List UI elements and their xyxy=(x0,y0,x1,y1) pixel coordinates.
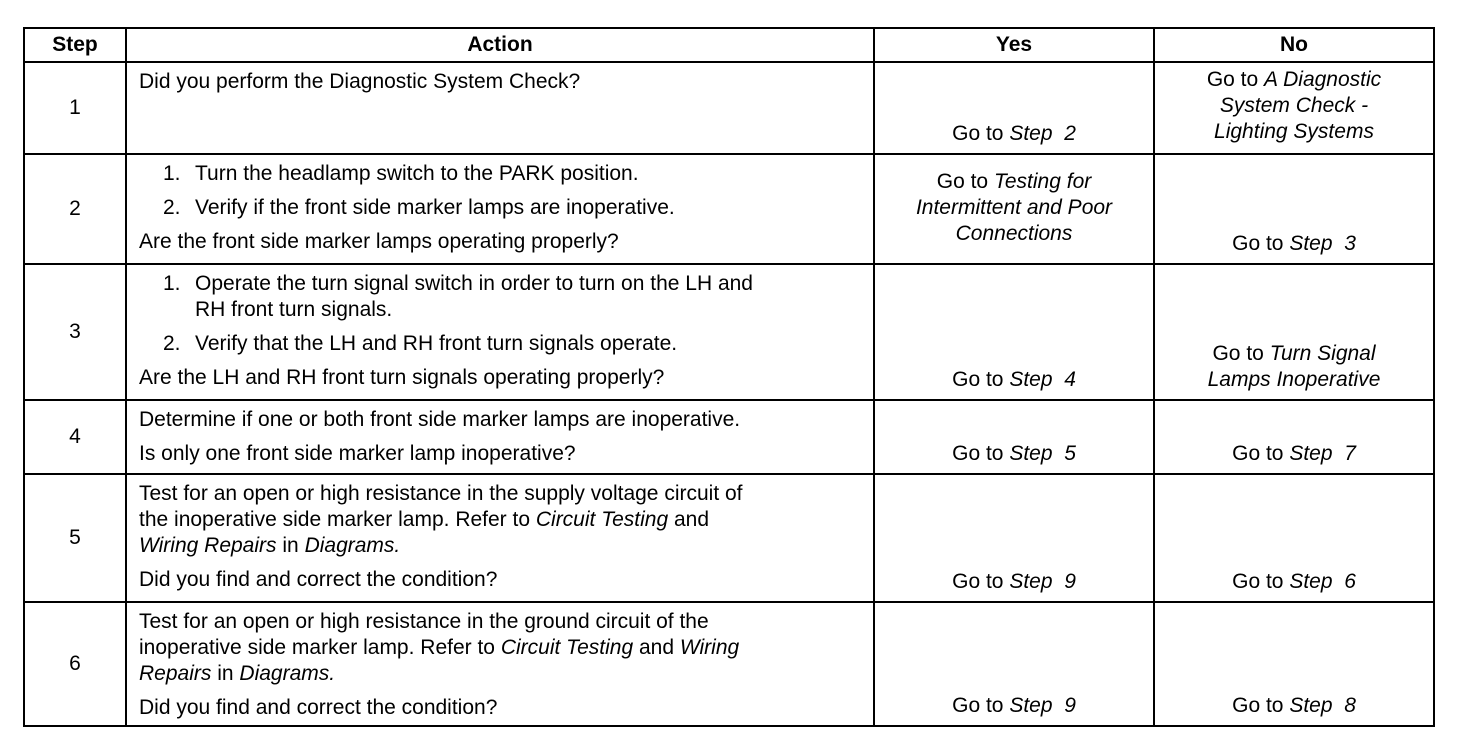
no-procedure-link[interactable]: A Diagnostic xyxy=(1264,68,1382,91)
list-item-number: 2. xyxy=(163,332,181,355)
list-item-number: 2. xyxy=(163,196,181,219)
action-text-in: in xyxy=(282,534,299,557)
action-text-line2 xyxy=(139,635,863,661)
header-step: Step xyxy=(24,28,126,62)
action-question: Is only one front side marker lamp inoperative? xyxy=(139,442,576,465)
list-item-number: 1. xyxy=(163,162,181,185)
action-text-fragment: inoperative side marker lamp. Refer to xyxy=(139,636,495,659)
yes-cell xyxy=(874,474,1154,602)
list-item-text-line2: RH front turn signals. xyxy=(195,298,393,321)
wiring-repairs-link[interactable]: Wiring Repairs xyxy=(139,534,277,557)
header-row xyxy=(24,28,1434,62)
yes-procedure-link-line3[interactable]: Connections xyxy=(955,222,1073,245)
step-number: 3 xyxy=(24,264,126,400)
no-cell xyxy=(1154,602,1434,726)
table-row xyxy=(24,602,1434,726)
table-row xyxy=(24,264,1434,400)
action-cell xyxy=(126,474,874,602)
no-cell xyxy=(1154,154,1434,264)
no-prefix: Go to xyxy=(1232,442,1284,465)
yes-cell xyxy=(874,264,1154,400)
list-item-number: 1. xyxy=(163,272,181,295)
action-text-in: in xyxy=(217,662,234,685)
list-item xyxy=(139,195,863,221)
list-item xyxy=(139,331,863,357)
header-no: No xyxy=(1154,28,1434,62)
action-question: Did you find and correct the condition? xyxy=(139,568,498,591)
yes-step-link[interactable]: Step 5 xyxy=(1009,442,1076,465)
list-item-text-line1: Operate the turn signal switch in order to turn on the LH and xyxy=(195,272,753,295)
action-cell xyxy=(126,62,874,154)
action-cell xyxy=(126,602,874,726)
yes-step-link[interactable]: Step 2 xyxy=(1009,122,1076,145)
circuit-testing-link[interactable]: Circuit Testing xyxy=(535,508,669,531)
action-question: Are the front side marker lamps operating properly? xyxy=(139,230,619,253)
no-procedure-link-line3[interactable]: Lighting Systems xyxy=(1214,120,1374,143)
circuit-testing-link[interactable]: Circuit Testing xyxy=(500,636,634,659)
yes-procedure-link[interactable]: Testing for xyxy=(993,170,1092,193)
no-step-link[interactable]: Step 8 xyxy=(1289,694,1356,717)
action-text-fragment: the inoperative side marker lamp. Refer to xyxy=(139,508,531,531)
table-row xyxy=(24,400,1434,474)
no-procedure-link-line2[interactable]: System Check - xyxy=(1219,94,1369,117)
list-item-text xyxy=(195,271,863,323)
step-number: 4 xyxy=(24,400,126,474)
table-row xyxy=(24,62,1434,154)
action-question: Did you perform the Diagnostic System Check? xyxy=(139,70,581,93)
action-cell xyxy=(126,400,874,474)
wiring-repairs-link-cont[interactable]: Repairs xyxy=(139,662,212,685)
action-cell xyxy=(126,264,874,400)
list-item-text: Verify if the front side marker lamps are inoperative. xyxy=(195,196,675,219)
list-item xyxy=(139,161,863,187)
action-question: Are the LH and RH front turn signals operating properly? xyxy=(139,366,665,389)
action-text-line2 xyxy=(139,507,863,533)
no-prefix: Go to xyxy=(1206,68,1259,91)
yes-prefix: Go to xyxy=(952,694,1004,717)
no-cell xyxy=(1154,264,1434,400)
list-item xyxy=(139,271,863,323)
action-text-line1: Test for an open or high resistance in the ground circuit of the xyxy=(139,610,709,633)
step-number: 6 xyxy=(24,602,126,726)
step-number: 2 xyxy=(24,154,126,264)
yes-prefix: Go to xyxy=(952,442,1004,465)
yes-prefix: Go to xyxy=(952,368,1004,391)
yes-procedure-link-line2[interactable]: Intermittent and Poor xyxy=(915,196,1113,219)
list-item-text: Verify that the LH and RH front turn signals operate. xyxy=(195,332,678,355)
header-yes: Yes xyxy=(874,28,1154,62)
action-text-and: and xyxy=(638,636,675,659)
no-cell xyxy=(1154,62,1434,154)
header-action: Action xyxy=(126,28,874,62)
action-text: Determine if one or both front side marker lamps are inoperative. xyxy=(139,408,741,431)
table-row xyxy=(24,474,1434,602)
step-number: 1 xyxy=(24,62,126,154)
yes-step-link[interactable]: Step 4 xyxy=(1009,368,1076,391)
action-text-line3 xyxy=(139,661,863,687)
yes-prefix: Go to xyxy=(952,570,1004,593)
action-text-line3 xyxy=(139,533,863,559)
diagrams-link[interactable]: Diagrams. xyxy=(239,662,336,685)
diagrams-link[interactable]: Diagrams. xyxy=(304,534,401,557)
action-question: Did you find and correct the condition? xyxy=(139,696,498,719)
no-prefix: Go to xyxy=(1232,694,1284,717)
wiring-repairs-link[interactable]: Wiring xyxy=(679,636,740,659)
no-step-link[interactable]: Step 7 xyxy=(1289,442,1356,465)
yes-cell xyxy=(874,154,1154,264)
action-text-and: and xyxy=(673,508,710,531)
list-item-text: Turn the headlamp switch to the PARK position. xyxy=(195,162,639,185)
no-prefix: Go to xyxy=(1212,342,1264,365)
no-procedure-link-line2[interactable]: Lamps Inoperative xyxy=(1207,368,1381,391)
yes-step-link[interactable]: Step 9 xyxy=(1009,570,1076,593)
step-number: 5 xyxy=(24,474,126,602)
no-procedure-link[interactable]: Turn Signal xyxy=(1269,342,1376,365)
table-row xyxy=(24,154,1434,264)
no-cell xyxy=(1154,474,1434,602)
no-step-link[interactable]: Step 3 xyxy=(1289,232,1356,255)
no-prefix: Go to xyxy=(1232,232,1284,255)
no-step-link[interactable]: Step 6 xyxy=(1289,570,1356,593)
yes-cell xyxy=(874,602,1154,726)
yes-prefix: Go to xyxy=(952,122,1004,145)
action-text-line1: Test for an open or high resistance in the supply voltage circuit of xyxy=(139,482,743,505)
yes-step-link[interactable]: Step 9 xyxy=(1009,694,1076,717)
yes-cell xyxy=(874,400,1154,474)
diagnostic-table xyxy=(23,27,1435,727)
no-cell xyxy=(1154,400,1434,474)
yes-cell xyxy=(874,62,1154,154)
yes-prefix: Go to xyxy=(936,170,989,193)
no-prefix: Go to xyxy=(1232,570,1284,593)
action-cell xyxy=(126,154,874,264)
